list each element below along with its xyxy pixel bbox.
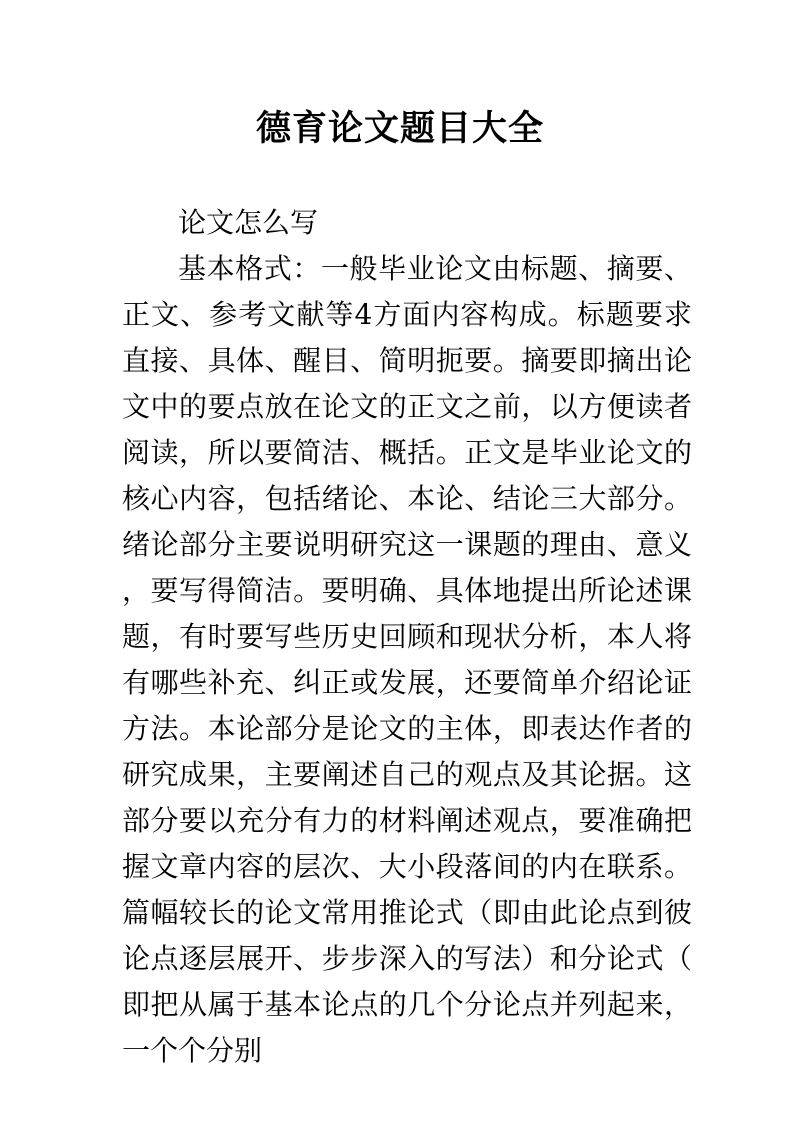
document-body: [122, 200, 692, 1074]
section-heading: 论文怎么写: [178, 206, 319, 239]
body-paragraph: 基本格式：一般毕业论文由标题、摘要、正文、参考文献等4方面内容构成。标题要求直接、具体、醒目、简明扼要。摘要即摘出论文中的要点放在论文的正文之前，以方便读者阅读，所以要简洁、概括。正文是毕业论文的核心内容，包括绪论、本论、结论三大部分。绪论部分主要说明研究这一课题的理由、意义，要写得简洁。要明确、具体地提出所论述课题，有时要写些历史回顾和现状分析，本人将有哪些补充、纠正或发展，还要简单介绍论证方法。本论部分是论文的主体，即表达作者的研究成果，主要阐述自己的观点及其论据。这部分要以充分有力的材料阐述观点，要准确把握文章内容的层次、大小段落间的内在联系。篇幅较长的论文常用推论式（即由此论点到彼论点逐层展开、步步深入的写法）和分论式（即把从属于基本论点的几个分论点并列起来，一个个分别: [122, 252, 692, 1067]
document-title: 德育论文题目大全: [255, 109, 544, 149]
